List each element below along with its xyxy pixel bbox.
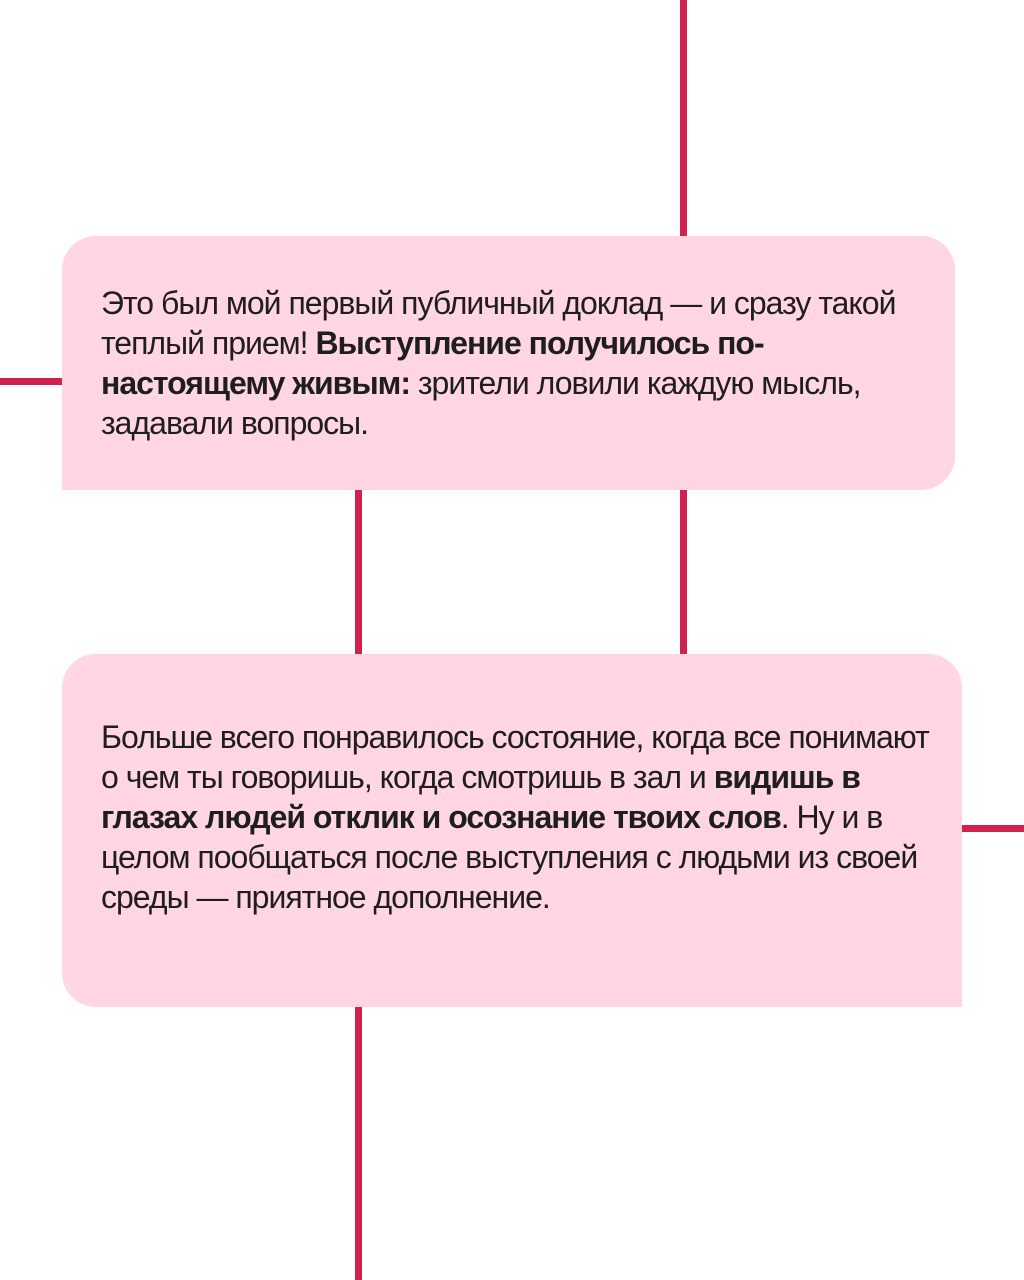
connector-line-middle-right [680, 490, 687, 654]
connector-line-top [680, 0, 687, 236]
quote-text-2-highlight: видишь в глазах людей отклик и осознание твоих слов [101, 759, 860, 835]
quote-text-2-part-1: Больше всего понравилось состояние, когда все понимают о чем ты говоришь, когда смотришь в зал и [101, 719, 929, 795]
quote-text-1-part-2: зрители ловили каждую мысль, задавали вопросы. [101, 365, 861, 441]
quote-text-1-highlight: Выступление получилось по-настоящему живым: [101, 325, 764, 401]
quote-text-1-part-1: Это был мой первый публичный доклад — и сразу такой теплый прием! [101, 285, 896, 361]
connector-line-left [0, 378, 62, 385]
quote-text-2-part-2: . Ну и в целом пообщаться после выступления с людьми из своей среды — приятное дополнение. [101, 799, 918, 915]
connector-line-bottom [355, 1007, 362, 1280]
connector-line-right [962, 825, 1024, 832]
quote-card-1 [62, 236, 955, 490]
quote-text-1 [101, 283, 915, 443]
quote-card-2 [62, 654, 962, 1007]
quote-text-2 [101, 717, 942, 917]
connector-line-middle-left [355, 490, 362, 654]
